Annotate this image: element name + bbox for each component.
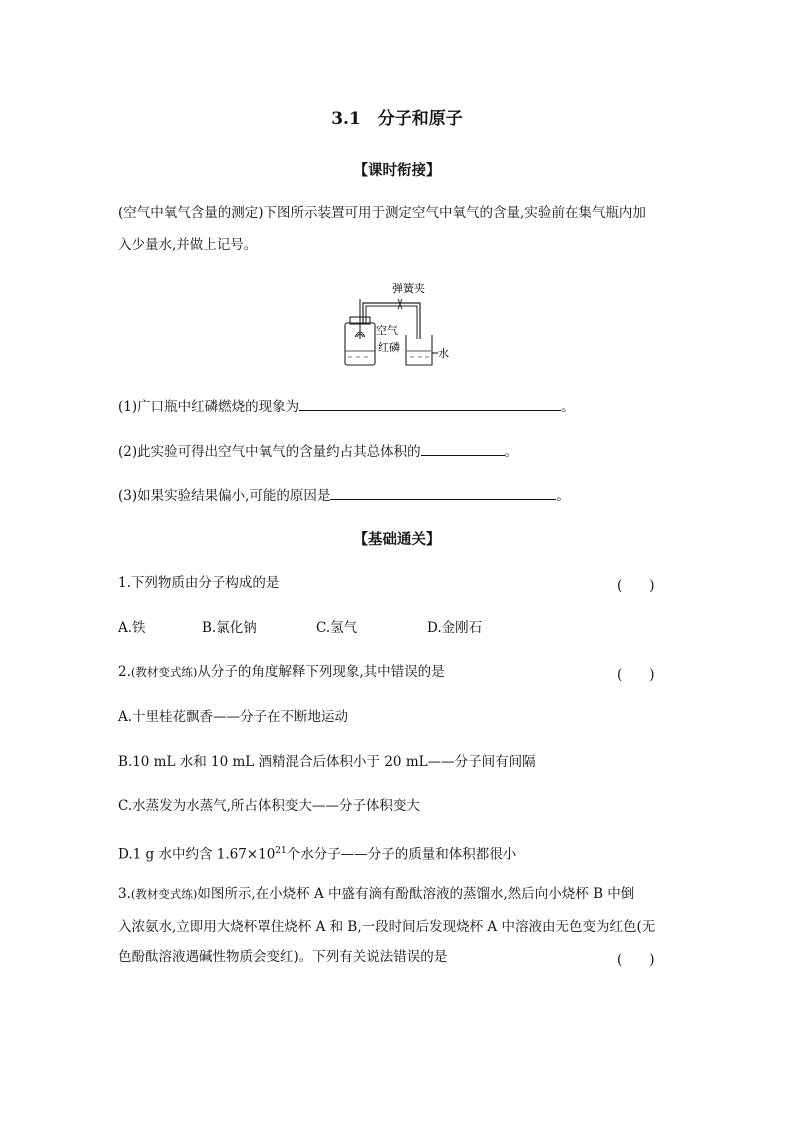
label-red-phosphorus: 红磷 xyxy=(378,341,400,354)
question-part-1-end: 。 xyxy=(561,399,575,415)
question-part-1 xyxy=(118,396,575,416)
question-2-option-d[interactable] xyxy=(118,842,516,864)
option-d-prefix: D.1 g 水中约含 1.67×10 xyxy=(118,846,276,863)
answer-blank-2[interactable] xyxy=(421,441,505,456)
question-3-text-1: 如图所示,在小烧杯 A 中盛有滴有酚酞溶液的蒸馏水,然后向小烧杯 B 中倒 xyxy=(197,886,635,902)
section-heading-basics: 【基础通关】 xyxy=(353,531,441,548)
question-2-option-b[interactable]: B.10 mL 水和 10 mL 酒精混合后体积小于 20 mL——分子间有间隔 xyxy=(118,754,536,770)
option-d-suffix: 个水分子——分子的质量和体积都很小 xyxy=(286,846,517,863)
question-3-number: 3. xyxy=(118,886,131,902)
label-spring-clamp: 弹簧夹 xyxy=(392,282,425,295)
question-2-stem xyxy=(118,663,445,681)
question-1-options xyxy=(118,619,518,639)
question-2-option-c[interactable]: C.水蒸发为水蒸气,所占体积变大——分子体积变大 xyxy=(118,798,420,814)
question-2-answer-paren[interactable]: ( ) xyxy=(617,667,655,683)
option-c[interactable]: C.氢气 xyxy=(316,620,358,636)
question-part-2-text: (2)此实验可得出空气中氧气的含量约占其总体积的 xyxy=(118,444,421,460)
question-part-3-end: 。 xyxy=(556,488,570,504)
question-1-answer-paren[interactable]: ( ) xyxy=(617,578,655,594)
option-d[interactable]: D.金刚石 xyxy=(427,620,483,636)
question-part-2-end: 。 xyxy=(504,444,519,460)
question-3-line-1 xyxy=(118,885,634,903)
label-air: 空气 xyxy=(376,324,398,337)
question-part-3 xyxy=(118,485,570,505)
label-water: 水 xyxy=(438,347,449,360)
answer-blank-1[interactable] xyxy=(299,396,561,411)
question-2-text: 从分子的角度解释下列现象,其中错误的是 xyxy=(197,664,445,680)
wide-mouth-bottle xyxy=(345,299,375,365)
question-1-stem: 1.下列物质由分子构成的是 xyxy=(118,575,280,591)
answer-blank-3[interactable] xyxy=(330,485,556,500)
intro-line-2: 入少量水,并做上记号。 xyxy=(118,237,258,253)
question-3-line-3: 色酚酞溶液遇碱性物质会变红)。下列有关说法错误的是 xyxy=(118,949,448,965)
textbook-variant-tag: (教材变式练) xyxy=(130,665,198,679)
apparatus-figure xyxy=(330,279,460,371)
question-part-3-text: (3)如果实验结果偏小,可能的原因是 xyxy=(118,488,331,504)
question-3-line-2: 入浓氨水,立即用大烧杯罩住烧杯 A 和 B,一段时间后发现烧杯 A 中溶液由无色变为红色(无 xyxy=(118,919,656,935)
option-d-exponent: 21 xyxy=(275,846,287,856)
question-part-2 xyxy=(118,441,518,461)
question-3-answer-paren[interactable]: ( ) xyxy=(617,952,655,968)
question-2-option-a[interactable]: A.十里桂花飘香——分子在不断地运动 xyxy=(118,709,349,725)
textbook-variant-tag-2: (教材变式练) xyxy=(130,887,198,901)
page-title: 3.1 分子和原子 xyxy=(331,109,463,129)
section-heading-lesson-link: 【课时衔接】 xyxy=(353,162,441,179)
beaker xyxy=(406,335,438,365)
option-a[interactable]: A.铁 xyxy=(118,620,146,636)
question-part-1-text: (1)广口瓶中红磷燃烧的现象为 xyxy=(118,399,300,415)
option-b[interactable]: B.氯化钠 xyxy=(202,620,257,636)
question-2-number: 2. xyxy=(118,664,131,680)
intro-line-1: (空气中氧气含量的测定)下图所示装置可用于测定空气中氧气的含量,实验前在集气瓶内加 xyxy=(118,205,646,221)
